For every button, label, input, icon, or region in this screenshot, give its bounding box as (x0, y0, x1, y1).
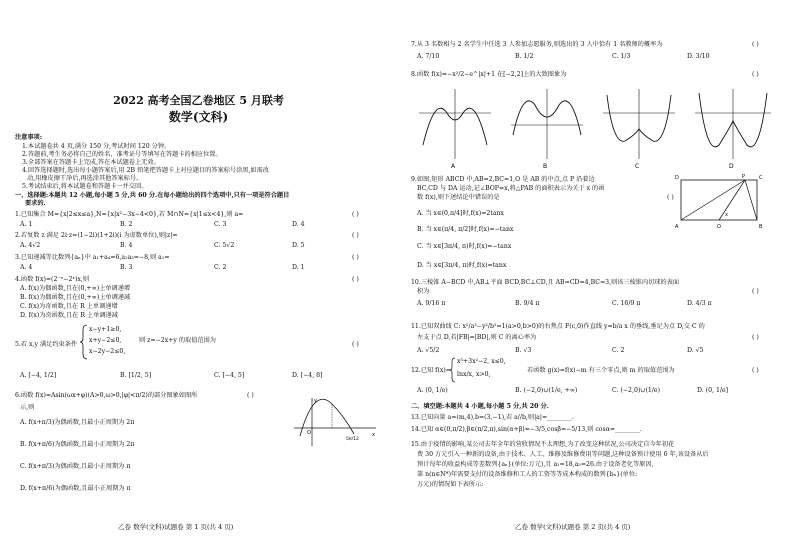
graph-option-b (511, 89, 583, 159)
note-line: 1.本试题卷共 4 页,满分 150 分,考试时间 120 分钟。 (22, 143, 171, 150)
question-2: 2.若复数 z 满足 2i·z=(1−2i)(1+2i)(i 为虚数单位),则|z|= (15, 232, 178, 239)
function-graph-options (415, 85, 775, 170)
sine-graph-figure (292, 396, 378, 448)
graph-option-a (419, 89, 491, 159)
question-8: 8.函数 f(x)=−x²/2−e^|x|+1 在[−2,2]上的大致图象为 (411, 71, 567, 78)
vertex-b: B (759, 224, 763, 230)
question-9: 9.如图,矩形 ABCD 中,AB=2,BC=1,O 是 AB 的中点,点 P 沿着边 (411, 176, 595, 183)
option: C. 5√2 (214, 242, 235, 249)
option: C. [−4, 5] (214, 372, 245, 379)
rectangle-figure (673, 172, 771, 232)
question-3: 3.已知递减等比数列{aₙ}中 a₁+a₄=6,a₂a₃=−8,则 a₁= (15, 254, 170, 261)
option: B. √3 (515, 347, 532, 354)
option: D. 当 x∈[3π/4, π)时,f(x)=tanx (417, 262, 507, 269)
note-line: 2.答题前,考生务必将自己的姓名、准考证号等填写在答题卡的相应位置。 (22, 151, 222, 158)
option: B. [1/2, 5] (120, 372, 152, 379)
question-5-tail: 则 z=−2x+y 的取值范围为 (139, 337, 216, 344)
answer-paren: ( ) (752, 367, 759, 374)
vertex-c: C (759, 175, 763, 181)
constraint: x−y+1≥0, (89, 326, 122, 333)
answer-paren: ( ) (752, 288, 759, 295)
answer-paren: ( ) (752, 71, 759, 78)
x-axis-label: x (372, 432, 375, 438)
option: B. 9/4 π (515, 300, 540, 307)
graph-option-d (695, 89, 771, 159)
option: C. 3 (214, 221, 227, 228)
question-15: 预计每年的收益构成等差数列{aₙ}(单位:万元),且 a₁=18,a₅=26.由于设备老化等原因, (417, 461, 654, 468)
graph-label-d: D (729, 163, 734, 170)
option: A. √5/2 (417, 347, 440, 354)
option: A. 4 (20, 264, 33, 271)
note-line: 5.考试结束后,将本试题卷和答题卡一并交回。 (22, 183, 148, 190)
exam-subtitle: 数学(文科) (168, 110, 229, 124)
constraint: x+y−2≤0, (89, 337, 122, 344)
section-heading: 一、选择题:本题共 12 小题,每小题 5 分,共 60 分.在每小题给出的四个选项中,只有一项是符合题目 (15, 192, 290, 199)
question-12-tail: 若函数 g(x)=f(x)−m 有三个零点,则 m 的取值范围为 (527, 367, 675, 374)
angle-x: x (725, 212, 728, 218)
graph-label-a: A (451, 163, 456, 170)
graph-label-b: B (543, 163, 548, 170)
option: A. [−4, 1/2] (20, 372, 57, 379)
question-15: 费 30 万元引入一种新的设备,由于技术、人工、维修及维修费用等问题,这种设备预计使用 6 年,该设备从后 (417, 451, 709, 458)
graph-option-c (603, 89, 675, 159)
option: D. 4/3 π (687, 300, 712, 307)
note-line: 动,用橡皮擦干净后,再选涂其他答案标号。 (27, 175, 143, 182)
answer-paren: ( ) (667, 194, 674, 201)
answer-paren: ( ) (352, 254, 359, 261)
option: B. f(x+π/6)为偶函数,且最小正周期为 2π (20, 441, 135, 448)
piecewise-case: x³+3x²−2, x≤0, (457, 358, 506, 365)
option: D. √5 (687, 347, 704, 354)
option: A. 1 (20, 221, 33, 228)
answer-paren: ( ) (752, 334, 759, 341)
option: B. 1/2 (515, 53, 534, 60)
page-footer: 乙卷 数学(文科)试题卷 第 1 页(共 4 页) (118, 523, 234, 531)
graph-label-c: C (635, 163, 640, 170)
note-line: 3.全部答案在答题卡上完成,答在本试题卷上无效。 (22, 159, 160, 166)
question-9: BC,CD 与 DA 运动,记∠BOP=x,将△PAB 的面积表示为关于 x 的函 (417, 185, 605, 192)
option: A. 当 x∈(0,π/4]时,f(x)=2tanx (417, 210, 504, 217)
option: C. 2 (214, 264, 227, 271)
answer-paren: ( ) (352, 211, 359, 218)
option: C. 当 x∈[3π/4, π)时,f(x)=−tanx (417, 243, 512, 250)
question-10: 10.三棱锥 A−BCD 中,AB⊥平面 BCD,BC⊥CD,且 AB=CD=4,BC=3,则该三棱锥内切球的表面 (411, 279, 680, 286)
question-5: 5.若 x,y 满足约束条件 (15, 341, 78, 348)
option: D. [−4, 8] (292, 372, 323, 379)
answer-paren: ( ) (352, 276, 359, 283)
option: B. 当 x∈(π/4, π/2]时,f(x)=−tanx (417, 226, 514, 233)
option: D. 1 (292, 264, 305, 271)
question-9: 数 f(x),则下述结论中错误的是 (417, 194, 500, 201)
notes-header: 注意事项: (15, 134, 43, 141)
question-4: 4.函数 f(x)=(2⁻ˣ−2ˣ)x,则 (15, 276, 90, 283)
option: A. 9/16 π (417, 300, 446, 307)
option: D. 3/10 (687, 53, 710, 60)
right-page (397, 0, 794, 543)
option: B. (−2,0)∪(1/e, +∞) (515, 387, 578, 394)
constraint: x−2y−2≤0, (89, 348, 126, 355)
vertex-d: D (675, 175, 679, 181)
question-6: 6.函数 f(x)=Asin(ωx+φ)(A>0,ω>0,|φ|<π/2)的部分图象如图所 (15, 392, 198, 399)
vertex-o: O (717, 224, 721, 230)
option: D. f(x)为奇函数,且在 R 上单调递减 (20, 312, 118, 319)
option: D. 5 (292, 242, 305, 249)
vertex-p: P (742, 174, 746, 180)
option: B. 2 (120, 221, 133, 228)
option: A. (0, 1/e) (417, 387, 448, 394)
question-15: 15.由于疫情的影响,某公司去年全年的营收情况不太理想,为了改变这种状况,公司决定自今年初花 (411, 441, 675, 448)
option: C. 2 (612, 347, 625, 354)
question-12: 12.已知 f(x)= (411, 367, 451, 374)
y-axis-label: y (314, 398, 317, 404)
option: C. (−2,0)∪(1/e) (612, 387, 660, 394)
question-7: 7.从 3 名数相与 2 名学生中任选 3 人参加志愿服务,则选出的 3 人中恰有 1 名教师的概率为 (411, 41, 663, 48)
origin-label: O (307, 430, 311, 436)
question-1: 1.已知集合 M={x|2≤x≤a},N={x|x²−3x−4<0},若 M∩N={x|1≤x<4},则 a= (15, 211, 244, 218)
answer-paren: ( ) (752, 41, 759, 48)
option: B. 4 (120, 242, 133, 249)
question-13: 13.已知向量 a=(m,4),b=(3,−1),若 a//b,则|a|=________. (411, 414, 574, 421)
option: D. (0, 1/e] (697, 387, 729, 394)
piecewise-case: lnx/x, x>0, (457, 371, 491, 378)
vertex-a: A (675, 224, 679, 230)
option: C. 1/3 (612, 53, 631, 60)
option: C. f(x)为奇函数,且在 R 上单调递增 (20, 303, 118, 310)
option: D. 4 (292, 221, 305, 228)
note-line: 4.回答选择题时,选出每小题答案后,用 2B 铅笔把答题卡上对应题目的答案标号涂黑,如需改 (22, 167, 269, 174)
option: A. 7/10 (417, 53, 440, 60)
question-15: 万元)的情况如下表所示: (417, 481, 484, 488)
answer-paren: ( ) (352, 232, 359, 239)
answer-paren: ( ) (247, 392, 254, 399)
question-14: 14.已知 α∈(0,π/2),β∈(π/2,π),sin(α+β)=−3/5,cosβ=−5/13,则 cosα=________. (411, 426, 642, 433)
question-10: 积为 (417, 288, 430, 295)
brace-icon (80, 324, 88, 360)
option: A. f(x+π/3)为偶函数,且最小正周期为 2π (20, 419, 135, 426)
section-heading: 二、填空题:本题共 4 小题,每小题 5 分,共 20 分. (411, 403, 549, 410)
question-15: 第 n(n∈N*)年需要支付的设备维修和工人的工资等等成本构成的数列{bₙ}(单位: (417, 471, 638, 478)
page-footer: 乙卷 数学(文科)试题卷 第 2 页(共 4 页) (515, 523, 631, 531)
option: B. f(x)为偶函数,且在(0,+∞)上单调递减 (20, 294, 131, 301)
section-heading: 要求的. (25, 200, 46, 207)
option: C. f(x+π/3)为偶函数,且最小正周期为 π (20, 463, 131, 470)
question-11: 11.已知双曲线 C: x²/a²−y²/b²=1(a>0,b>0)的右焦点 F(c,0)作直线 y=b/a x 的垂线,垂足为点 D,交 C 的 (411, 323, 705, 330)
option: A. f(x)为偶函数,且在(0,+∞)上单调递增 (20, 285, 131, 292)
tick-label: 5π/12 (346, 437, 359, 442)
option: B. 3 (120, 264, 133, 271)
option: A. 4√2 (20, 242, 41, 249)
exam-title: 2022 高考全国乙卷地区 5 月联考 (113, 94, 284, 107)
question-11: 左支于点 D,若|FB|=|BD|,则 C 的离心率为 (417, 334, 537, 341)
answer-paren: ( ) (352, 341, 359, 348)
option: C. 16/9 π (612, 300, 641, 307)
brace-icon (450, 357, 456, 383)
question-6-tail: 示,则 (20, 404, 35, 411)
option: D. f(x+π/6)为偶函数,且最小正周期为 π (20, 485, 131, 492)
